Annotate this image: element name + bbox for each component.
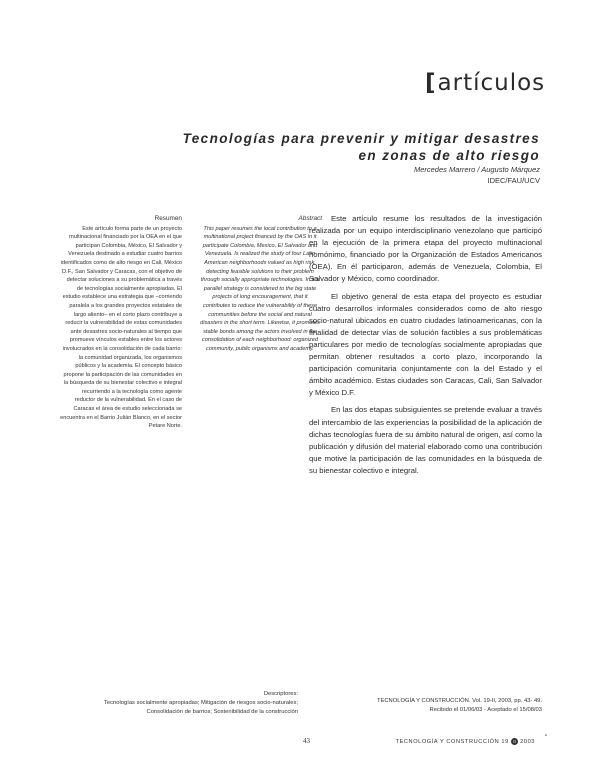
page-number: 43 bbox=[303, 737, 310, 745]
journal-dates: Recibido el 01/06/03 - Aceptado el 15/08/03 bbox=[429, 706, 542, 713]
resumen-text: Este artículo forma parte de un proyecto multinacional financiado por la OEA en el que participan Colombia, México, El Salvador y Venezuela destinado a estudiar cuatro barrios identificados como de alto riesgo en Cali, México D.F., San Salvador y Caracas, con el objetivo de detectar soluciones a su problemática a través de tecnologías socialmente apropiadas. El estudio establece una estrategia que –corriendo paralela a los grandes proyectos estatales de largo aliento– en el corto plazo contribuye a reducir la vulnerabilidad de estas comunidades ante desastres socio-naturales al tiempo que promueve vínculos estables entre los actores involucrados en la consolidación de cada barrio: la comunidad organizada, los organismos públicos y la academia. El concepto básico propone la participación de las comunidades en la búsqueda de su bienestar colectivo e integral recurriendo a la tecnología como agente reductor de la vulnerabilidad. En el caso de Caracas el área de estudio seleccionada se encuentra en el Barrio Julián Blanco, en el sector Petare Norte. bbox=[60, 225, 182, 430]
journal-citation: TECNOLOGÍA Y CONSTRUCCIÓN. Vol. 19-II, 2003, pp. 43- 49. bbox=[376, 698, 542, 704]
resumen-column bbox=[60, 215, 182, 431]
section-label bbox=[425, 70, 545, 96]
author-affiliation: IDEC/FAU/UCV bbox=[487, 176, 540, 185]
abstract-heading: Abstract bbox=[298, 215, 322, 222]
body-paragraph-3: En las dos etapas subsiguientes se pretende evaluar a través del intercambio de las experiencias la posibilidad de la aplicación de dichas tecnologías fuera de su ámbito natural de origen, así como la publicación y difusión del material elaborado como una contribución que motive la participación de las comunidades en la búsqueda de su bienestar colectivo e integral. bbox=[309, 405, 542, 475]
descriptors-heading: Descriptores: bbox=[263, 691, 298, 697]
section-bracket-icon: [ bbox=[425, 70, 437, 96]
article-title-line-2: en zonas de alto riesgo bbox=[358, 148, 540, 163]
descriptors-line-1: Tecnologías socialmente apropiadas; Mitigación de riesgos socio-naturales; bbox=[104, 700, 298, 706]
footer-journal-title: TECNOLOGÍA Y CONSTRUCCIÓN 19 bbox=[395, 738, 509, 745]
footer-year: 2003 bbox=[520, 738, 535, 745]
author-names: Mercedes Marrero / Augusto Márquez bbox=[413, 165, 540, 174]
section-label-text: artículos bbox=[437, 70, 546, 96]
descriptors-line-2: Consolidación de barrios; Sostenibilidad de la construcción bbox=[146, 709, 298, 715]
abstract-column bbox=[198, 215, 322, 354]
page-footer bbox=[60, 734, 547, 747]
journal-reference bbox=[340, 697, 542, 714]
descriptors-block bbox=[60, 690, 298, 717]
issue-badge: II bbox=[511, 738, 518, 745]
body-paragraph-1: Este artículo resume los resultados de la investigación realizada por un equipo interdisciplinario venezolano que participó en la ejecución de la primera etapa del proyecto multinacional homónimo, financiado por la Organización de Estados Americanos (OEA). En él participaron, además de Venezuela, Colombia, El Salvador y México, como coordinador. bbox=[309, 214, 542, 284]
article-body bbox=[309, 213, 542, 482]
article-authors bbox=[300, 164, 540, 186]
resumen-heading: Resumen bbox=[154, 215, 182, 222]
article-title bbox=[60, 130, 540, 164]
abstract-text: This paper resumes the local contribution to a multinational project financed by the OAS in it participate Colombia, Mexico, El Salvador and Venezuela. Is realized the study of four Latin American neighborhoods valued as high risk, detecting feasible solutions to their problem through socially appropriate technologies. In it a parallel strategy is considered to the big state projects of long encouragement, that it contributes to reduce the vulnerability of these communities before the social and natural disasters in the short term. Likewise, it promotes stable bonds among the actors involved in the consolidation of each neighborhood: organized community, public organisms and academy. bbox=[200, 225, 320, 352]
corner-mark-icon: ʻ bbox=[545, 734, 547, 741]
body-paragraph-2: El objetivo general de esta etapa del proyecto es estudiar cuatro desarrollos informales considerados como de alto riesgo socio-natural ubicados en cuatro ciudades latinoamericanas, con la finalidad de detectar vías de solución factibles a sus problemáticas particulares por medio de tecnologías socialmente apropiadas que permitan obtener resultados a corto plazo, incorporando la participación comunitaria conjuntamente con la del Estado y el ámbito académico. Estas ciudades son Caracas, Cali, San Salvador y México D.F. bbox=[309, 291, 542, 398]
article-title-line-1: Tecnologías para prevenir y mitigar desastres bbox=[182, 131, 540, 146]
footer-journal-name bbox=[396, 738, 535, 745]
